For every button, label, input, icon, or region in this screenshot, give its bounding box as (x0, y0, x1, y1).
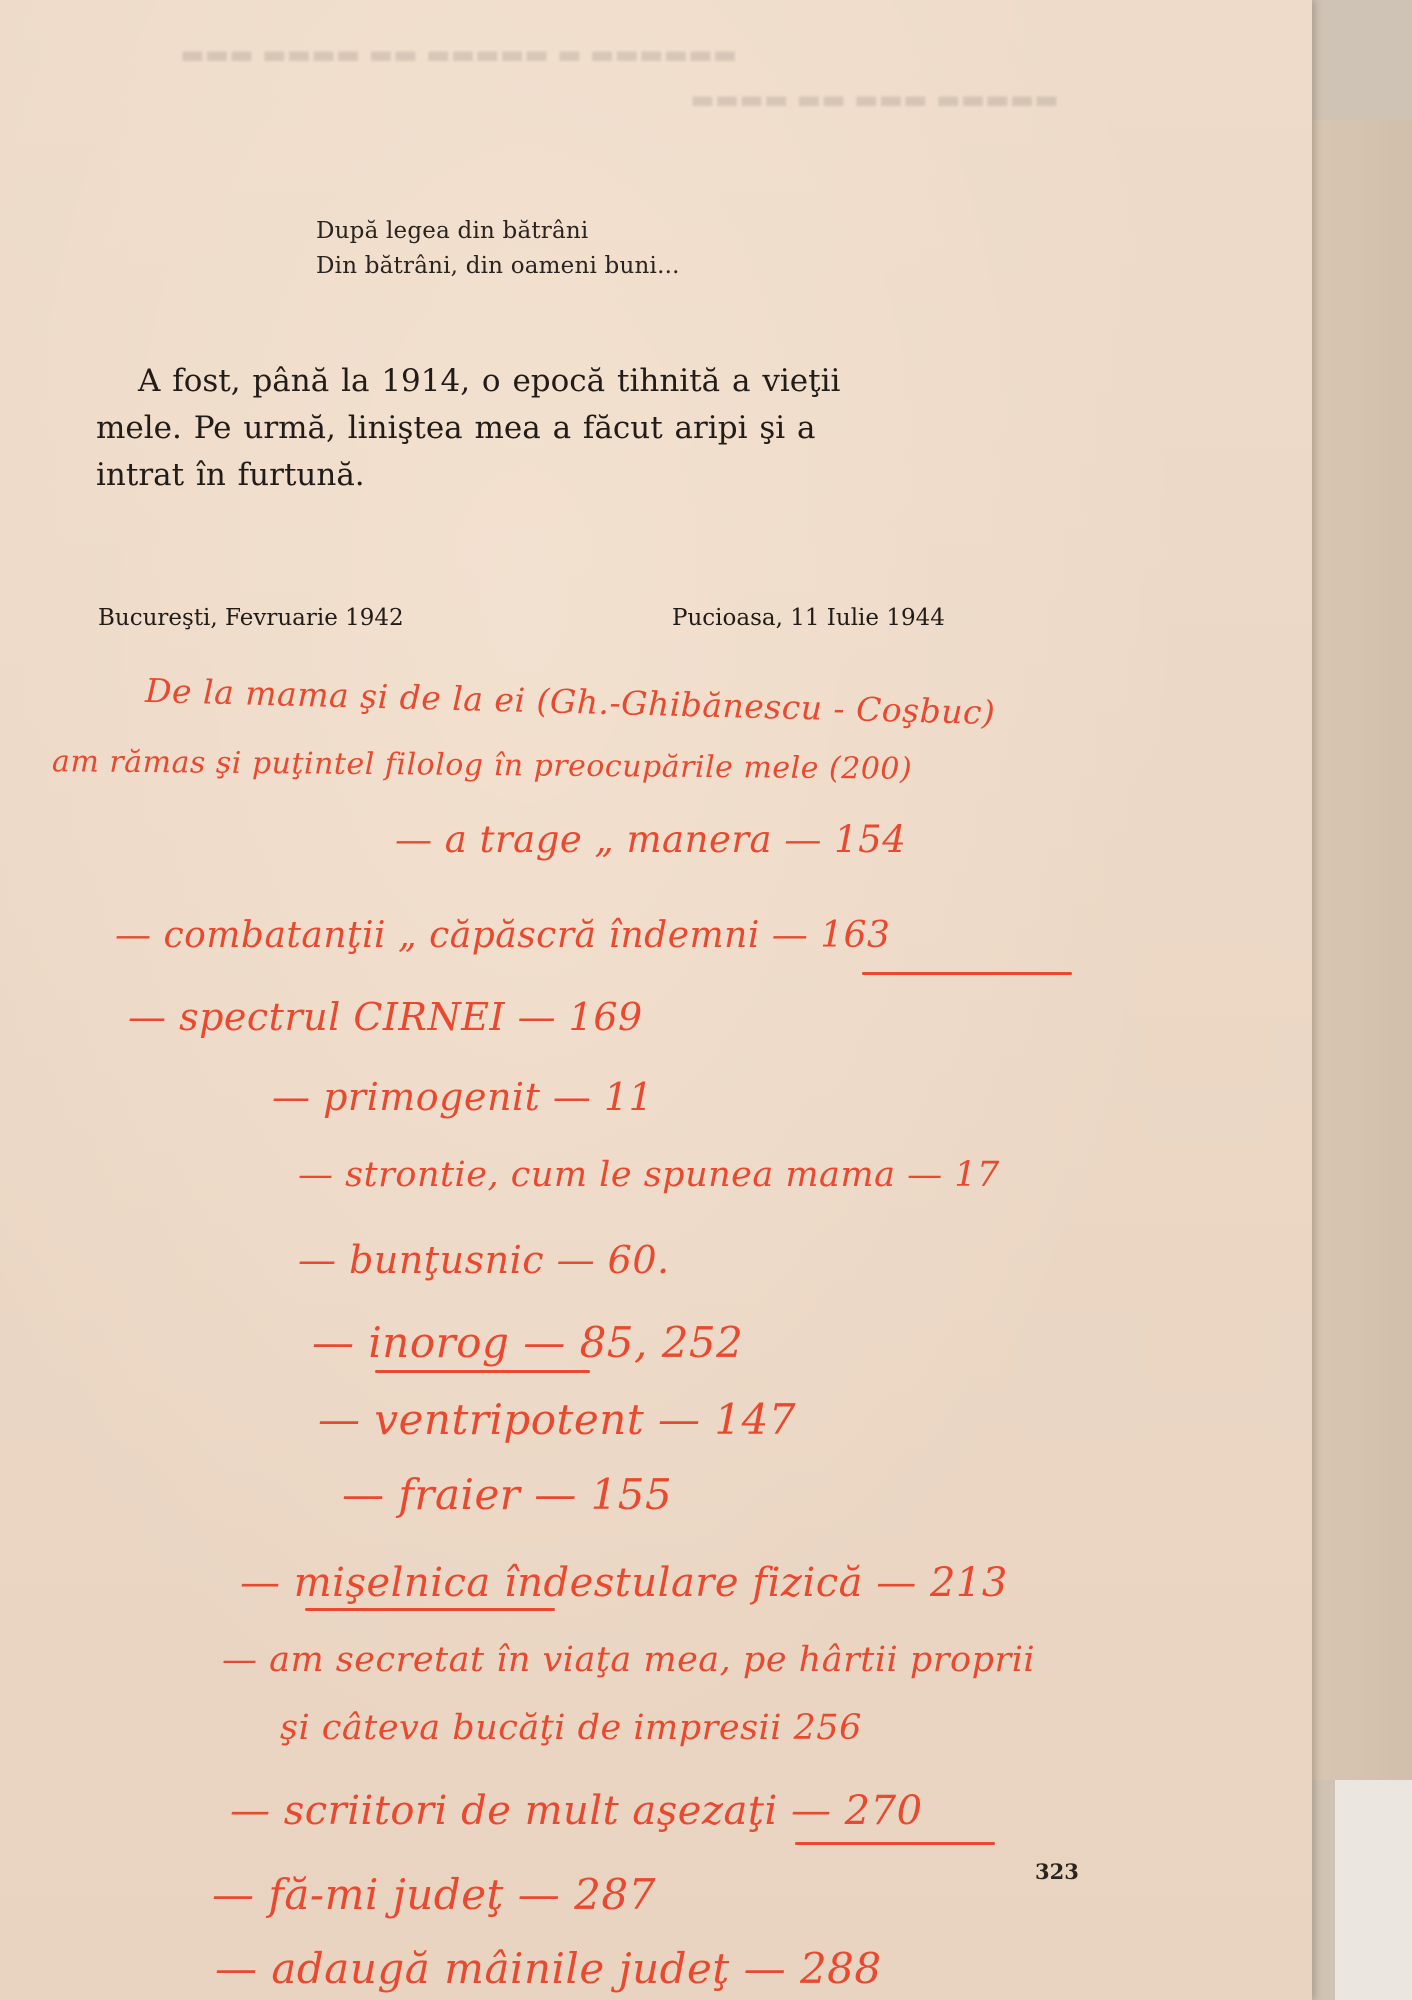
paragraph-line-1: A fost, până la 1914, o epocă tihnită a vieţii (138, 363, 841, 399)
annotation-line: — am secretat în viaţa mea, pe hârtii proprii (222, 1640, 1036, 1680)
signature-left: Bucureşti, Fevruarie 1942 (98, 605, 404, 631)
annotation-line: — inorog — 85, 252 (312, 1318, 744, 1367)
annotation-line: — fraier — 155 (342, 1470, 673, 1519)
page-number: 323 (1035, 1859, 1079, 1884)
annotation-underline (862, 972, 1072, 975)
annotation-line: am rămas şi puţintel filolog în preocupările mele (200) (51, 744, 913, 787)
annotation-line: — adaugă mâinile judeţ — 288 (215, 1944, 882, 1993)
closing-paragraph (96, 358, 1066, 499)
annotation-line: — primogenit — 11 (272, 1075, 654, 1119)
bleed-through-text-2: ▬▬▬▬ ▬▬ ▬▬▬ ▬▬▬▬▬ (690, 85, 1059, 115)
motto (316, 214, 680, 284)
annotation-line: — strontie, cum le spunea mama — 17 (298, 1155, 1000, 1195)
signature-right: Pucioasa, 11 Iulie 1944 (672, 605, 945, 631)
annotation-underline (305, 1608, 555, 1611)
bleed-through-text: ▬▬▬ ▬▬▬▬ ▬▬ ▬▬▬▬▬ ▬ ▬▬▬▬▬▬ (180, 40, 738, 70)
annotation-line: — scriitori de mult aşezaţi — 270 (230, 1788, 923, 1834)
annotation-line: — mişelnica îndestulare fizică — 213 (240, 1560, 1008, 1606)
back-sheet-edge (1335, 1780, 1412, 2000)
annotation-line: — spectrul CIRNEI — 169 (128, 995, 643, 1039)
annotation-line: — bunţusnic — 60. (298, 1238, 670, 1282)
annotation-line: — combatanţii „ căpăscră îndemni — 163 (115, 915, 891, 956)
annotation-underline (375, 1370, 590, 1373)
annotation-line: — fă-mi judeţ — 287 (212, 1870, 656, 1919)
annotation-line: — a trage „ manera — 154 (395, 818, 907, 861)
paragraph-line-2: mele. Pe urmă, liniştea mea a făcut aripi şi a (96, 410, 816, 446)
annotation-underline (795, 1842, 995, 1845)
motto-line-1: După legea din bătrâni (316, 218, 589, 244)
annotation-line: şi câteva bucăţi de impresii 256 (280, 1708, 862, 1748)
annotation-line: De la mama şi de la ei (Gh.-Ghibănescu - Coşbuc) (144, 670, 996, 733)
paragraph-line-3: intrat în furtună. (96, 457, 365, 493)
motto-line-2: Din bătrâni, din oameni buni... (316, 253, 680, 279)
annotation-line: — ventripotent — 147 (318, 1395, 797, 1444)
